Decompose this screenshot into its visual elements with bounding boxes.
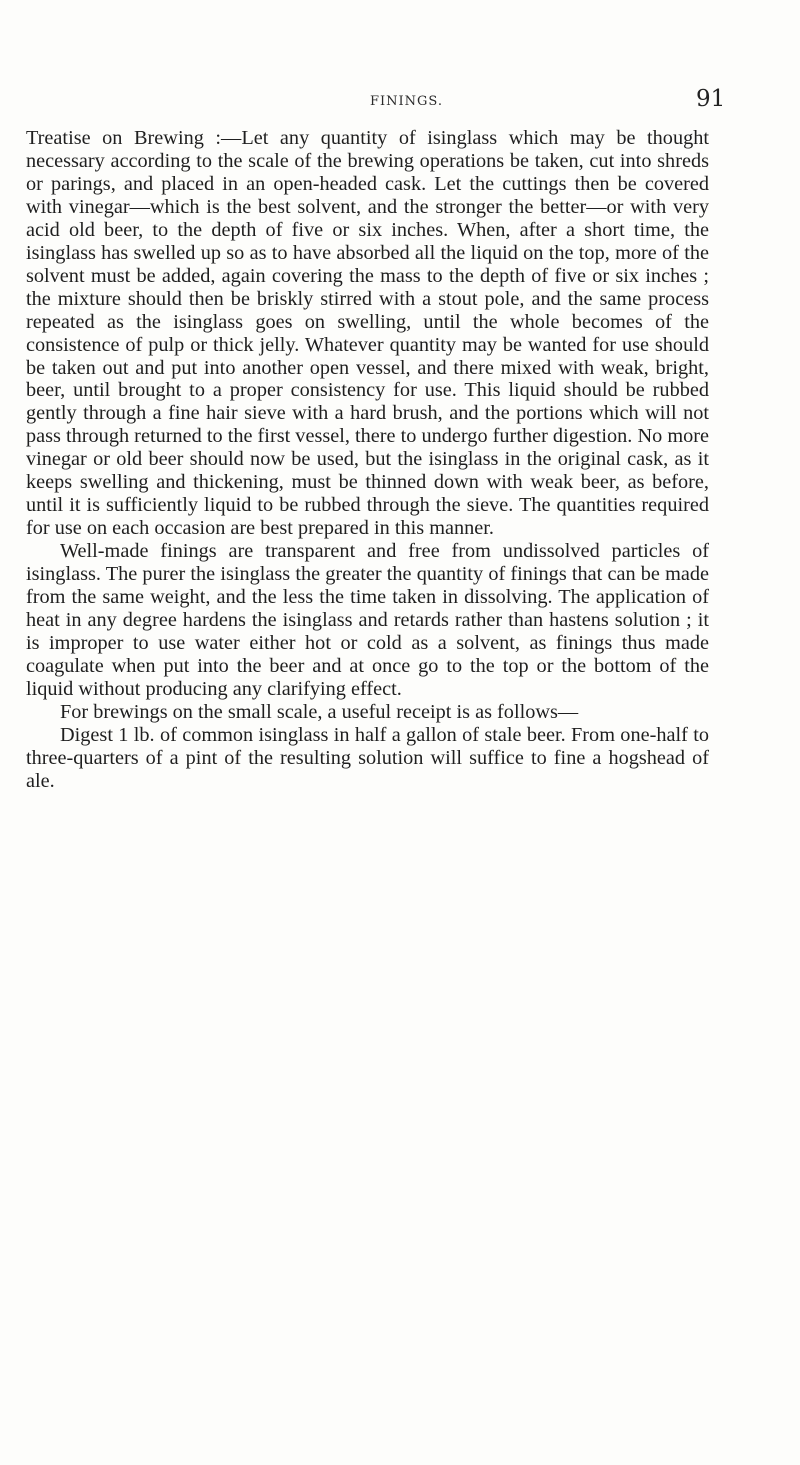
paragraph-treatise-quote: Treatise on Brewing :—Let any quantity of isinglass which may be thought necessary according to the scale of the brewing operations be taken, cut into shreds or parings, and placed in an open-headed cask. Let the cuttings then be covered with vinegar—which is the best solvent, and the stronger the better—or with very acid old beer, to the depth of five or six inches. When, after a short time, the isinglass has swelled up so as to have absorbed all the liquid on the top, more of the solvent must be added, again covering the mass to the depth of five or six inches ; the mixture should then be briskly stirred with a stout pole, and the same process repeated as the isinglass goes on swelling, until the whole becomes of the consistence of pulp or thick jelly. Whatever quantity may be wanted for use should be taken out and put into another open vessel, and there mixed with weak, bright, beer, until brought to a proper consistency for use. This liquid should be rubbed gently through a fine hair sieve with a hard brush, and the portions which will not pass through returned to the first vessel, there to undergo further digestion. No more vinegar or old beer should now be used, but the isinglass in the original cask, as it keeps swelling and thickening, must be thinned down with weak beer, as before, until it is sufficiently liquid to be rubbed through the sieve. The quantities required for use on each occasion are best prepared in this manner. <box>26 127 709 540</box>
paragraph-small-scale-intro: For brewings on the small scale, a useful receipt is as follows— <box>60 700 579 723</box>
page-number: 91 <box>696 86 726 112</box>
paragraph-well-made-finings: Well-made finings are transparent and free from undissolved particles of isinglass. The purer the isinglass the greater the quantity of finings that can be made from the same weight, and the less the time taken in dissolving. The application of heat in any degree hardens the isinglass and retards rather than hastens solution ; it is improper to use water either hot or cold as a solvent, as finings thus made coagulate when put into the beer and at once go to the top or the bottom of the liquid without producing any clarifying effect. <box>26 540 709 700</box>
paragraph-receipt: Digest 1 lb. of common isinglass in half a gallon of stale beer. From one-half to three-quarters of a pint of the resulting solution will suffice to fine a hogshead of ale. <box>26 723 709 792</box>
running-title: FININGS. <box>370 94 443 109</box>
body-text <box>26 127 709 793</box>
running-head <box>0 86 800 118</box>
